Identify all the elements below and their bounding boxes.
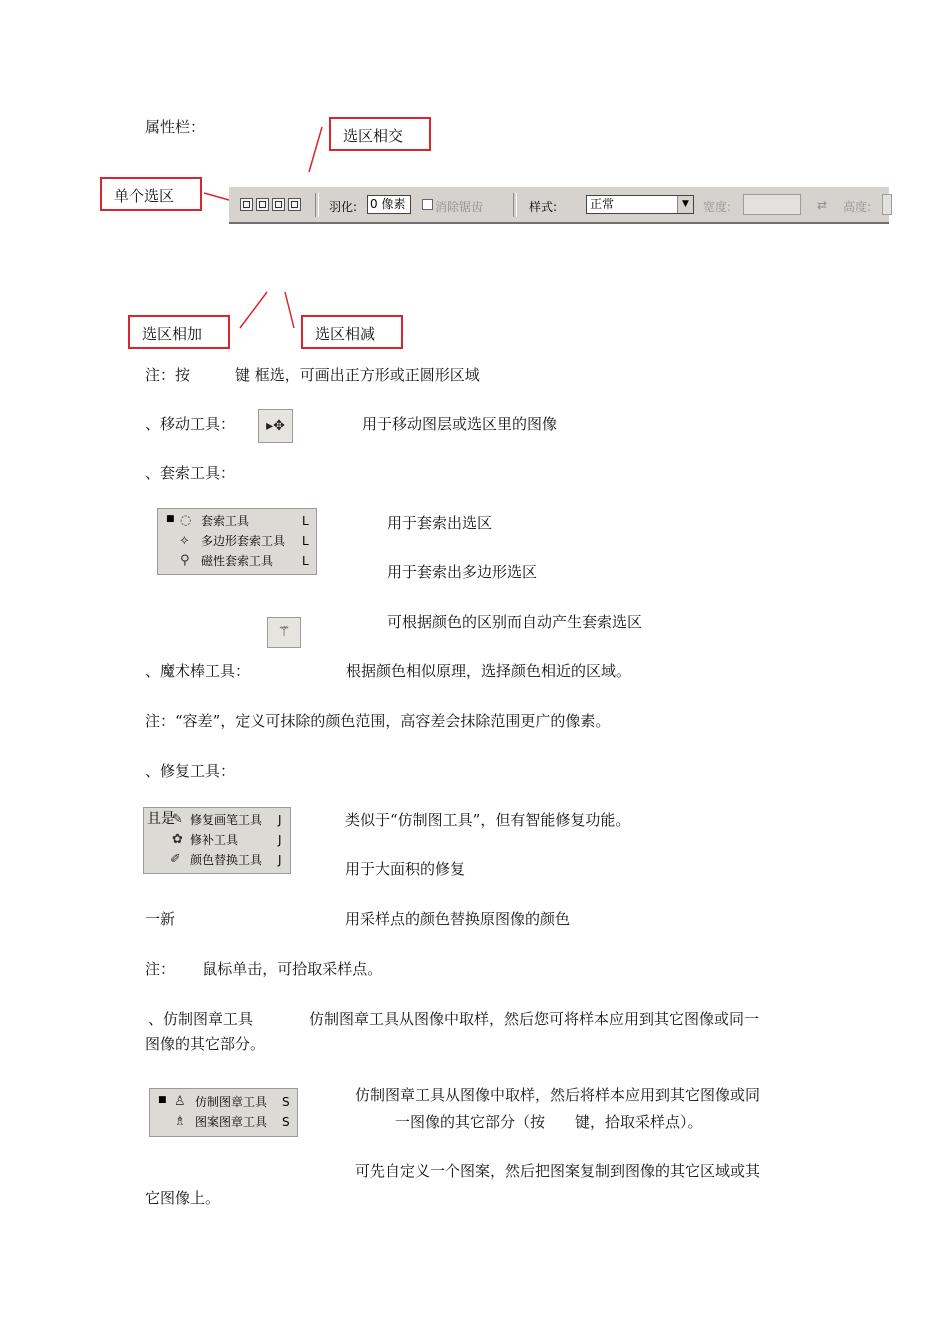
- style-select[interactable]: [586, 195, 694, 214]
- magnetic-lasso-desc: 可根据颜色的区别而自动产生套索选区: [387, 613, 643, 631]
- lasso-menu-item-key: L: [302, 534, 309, 548]
- clone-stamp-desc2-cont: 一图像的其它部分（按 键，拾取采样点）。: [395, 1113, 703, 1131]
- lasso-tool-label: 、套索工具：: [145, 464, 236, 482]
- lasso-icon: ◌: [180, 513, 192, 528]
- intersect-selection-button[interactable]: [288, 198, 301, 211]
- repair-menu-item-label: 颜色替换工具: [190, 853, 263, 867]
- feather-input[interactable]: 0 像素: [367, 195, 411, 214]
- callout-add: 选区相加: [128, 315, 230, 349]
- callout-single: 单个选区: [100, 177, 202, 211]
- repair-tool-menu: [143, 807, 291, 874]
- magic-wand-label: 、魔术棒工具：: [145, 662, 251, 680]
- options-toolbar: [229, 186, 889, 224]
- lasso-menu-item[interactable]: [158, 511, 318, 531]
- stamp-menu-item[interactable]: [150, 1092, 299, 1112]
- selected-bullet-icon: ■: [158, 1095, 167, 1105]
- feather-label: 羽化:: [329, 200, 358, 214]
- magnetic-lasso-icon: ⚲: [180, 553, 190, 568]
- stamp-menu-item-label: 图案图章工具: [195, 1115, 268, 1129]
- new-label: 一新: [145, 910, 176, 928]
- callout-intersect: 选区相交: [329, 117, 431, 151]
- subtract-selection-button[interactable]: [272, 198, 285, 211]
- color-replace-icon: ✐: [170, 852, 181, 867]
- stamp-menu-item-key: S: [282, 1115, 290, 1129]
- toolbar-separator: [315, 193, 319, 217]
- click-note: 注： 鼠标单击，可拾取采样点。: [145, 960, 383, 978]
- repair-menu-item-key: J: [278, 813, 282, 827]
- note-shift: 注：按 键 框选，可画出正方形或正圆形区域: [145, 366, 480, 384]
- swap-icon[interactable]: ⇄: [817, 198, 828, 212]
- attr-bar-label: 属性栏：: [145, 118, 206, 136]
- lasso-menu-item[interactable]: [158, 551, 318, 571]
- healing-brush-desc: 类似于“仿制图工具”，但有智能修复功能。: [345, 811, 631, 829]
- width-label: 宽度:: [703, 200, 732, 214]
- width-input[interactable]: [743, 194, 801, 215]
- callout-subtract: 选区相减: [301, 315, 403, 349]
- stamp-menu-item-key: S: [282, 1095, 290, 1109]
- patch-icon: ✿: [172, 832, 183, 847]
- move-tool-icon: ▸✥: [258, 409, 293, 443]
- clone-stamp-icon: ♙: [174, 1094, 186, 1109]
- pattern-stamp-icon: ♗: [174, 1114, 186, 1129]
- healing-brush-icon: ✎: [172, 812, 183, 827]
- magic-wand-icon: ⚚: [267, 617, 301, 648]
- lasso-desc: 用于套索出选区: [387, 514, 493, 532]
- repair-menu-item[interactable]: [144, 810, 292, 830]
- repair-menu-item-label: 修复画笔工具: [190, 813, 263, 827]
- move-tool-desc: 用于移动图层或选区里的图像: [362, 415, 558, 433]
- clone-stamp-desc2: 仿制图章工具从图像中取样，然后将样本应用到其它图像或同: [355, 1086, 761, 1104]
- add-selection-button[interactable]: [256, 198, 269, 211]
- lasso-menu-item[interactable]: [158, 531, 318, 551]
- repair-menu-item[interactable]: [144, 850, 292, 870]
- height-input[interactable]: [882, 194, 892, 215]
- polygon-lasso-desc: 用于套索出多边形选区: [387, 563, 538, 581]
- toolbar-separator: [513, 193, 517, 217]
- selected-bullet-icon: ■: [166, 514, 175, 524]
- lasso-menu-item-key: L: [302, 554, 309, 568]
- new-selection-button[interactable]: [240, 198, 253, 211]
- pattern-stamp-desc-cont: 它图像上。: [145, 1189, 221, 1207]
- color-replace-desc: 用采样点的颜色替换原图像的颜色: [345, 910, 571, 928]
- magic-wand-desc: 根据颜色相似原理，选择颜色相近的区域。: [346, 662, 632, 680]
- pattern-stamp-desc: 可先自定义一个图案，然后把图案复制到图像的其它区域或其: [355, 1162, 761, 1180]
- repair-menu-item-key: J: [278, 853, 282, 867]
- lasso-tool-menu: [157, 508, 317, 575]
- style-value: 正常: [590, 197, 615, 211]
- repair-menu-item-label: 修补工具: [190, 833, 239, 847]
- antialias-checkbox[interactable]: [422, 199, 433, 210]
- stamp-menu-item-label: 仿制图章工具: [195, 1095, 268, 1109]
- stamp-tool-menu: [149, 1088, 298, 1137]
- lasso-menu-item-label: 套索工具: [201, 514, 250, 528]
- patch-desc: 用于大面积的修复: [345, 860, 466, 878]
- antialias-label: 消除锯齿: [435, 200, 484, 214]
- repair-tool-label: 、修复工具：: [145, 762, 236, 780]
- clone-stamp-label: 、仿制图章工具: [148, 1010, 254, 1028]
- lasso-menu-item-label: 多边形套索工具: [201, 534, 286, 548]
- repair-menu-prefix: 且是: [147, 811, 175, 827]
- lasso-menu-item-key: L: [302, 514, 309, 528]
- lasso-menu-item-label: 磁性套索工具: [201, 554, 274, 568]
- style-label: 样式:: [529, 200, 558, 214]
- repair-menu-item-key: J: [278, 833, 282, 847]
- tolerance-note: 注：“容差”，定义可抹除的颜色范围，高容差会抹除范围更广的像素。: [145, 712, 611, 730]
- chevron-down-icon[interactable]: ▼: [677, 196, 693, 213]
- move-tool-label: 、移动工具：: [145, 415, 236, 433]
- repair-menu-item[interactable]: [144, 830, 292, 850]
- clone-stamp-desc: 仿制图章工具从图像中取样，然后您可将样本应用到其它图像或同一: [309, 1010, 760, 1028]
- height-label: 高度:: [843, 200, 872, 214]
- stamp-menu-item[interactable]: [150, 1112, 299, 1132]
- clone-stamp-desc-cont: 图像的其它部分。: [145, 1035, 266, 1053]
- polygon-lasso-icon: ⟡: [180, 533, 189, 548]
